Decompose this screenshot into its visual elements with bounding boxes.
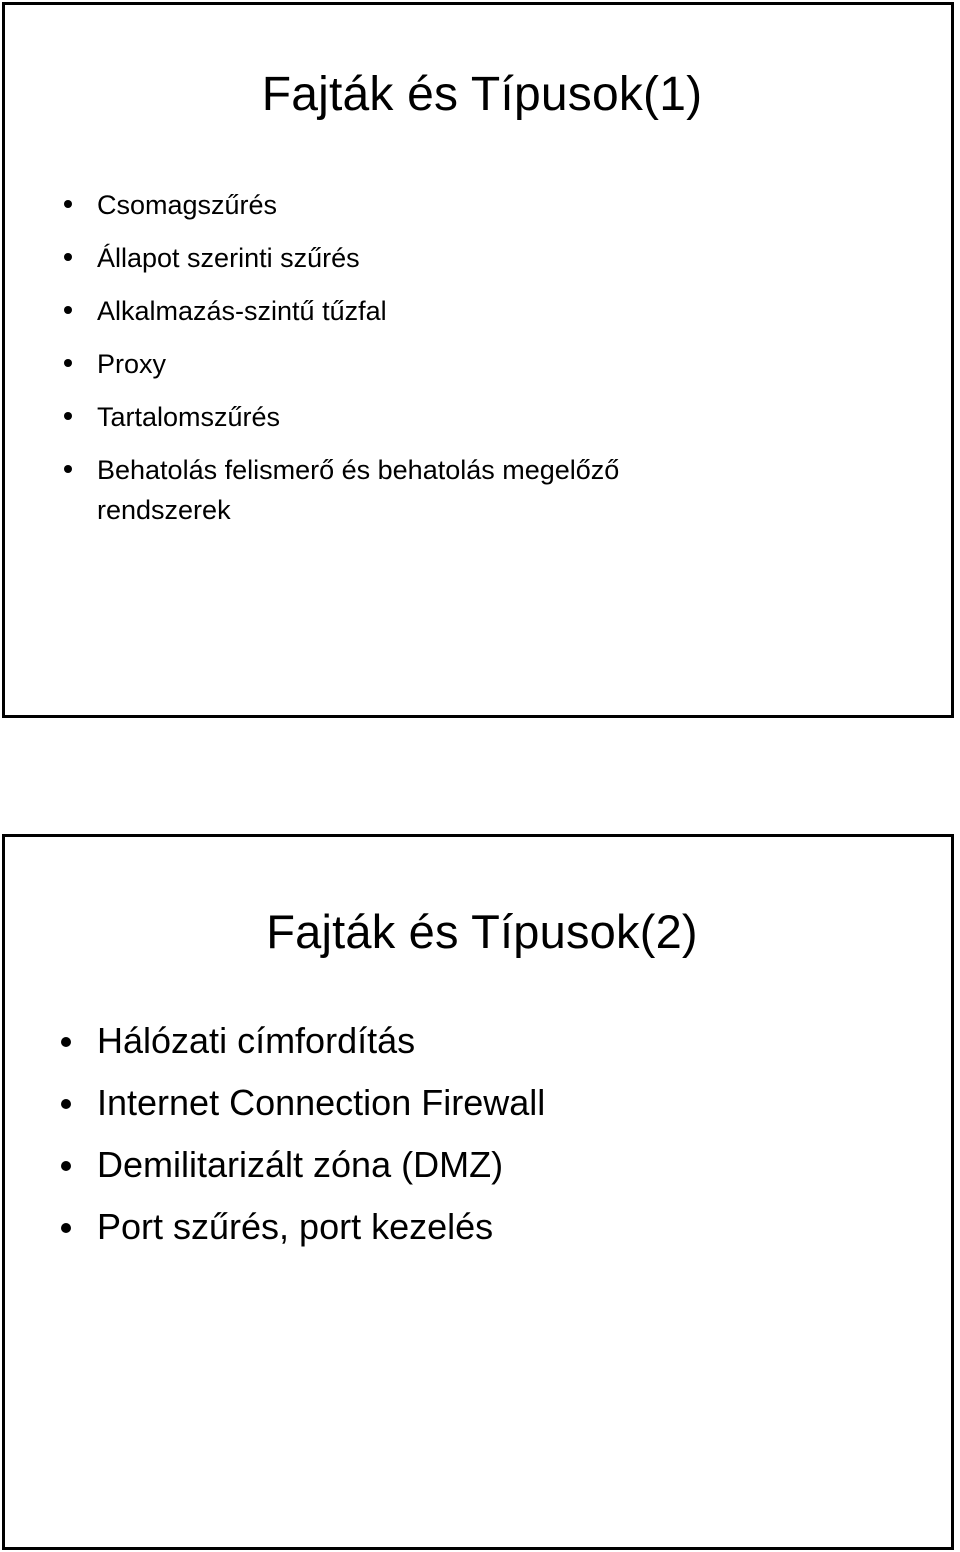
bullet-icon — [64, 253, 72, 261]
list-item — [97, 391, 911, 444]
list-item-text: Demilitarizált zóna (DMZ) — [97, 1144, 504, 1185]
list-item-text: Proxy — [97, 349, 167, 379]
bullet-icon — [61, 1037, 71, 1047]
list-item-text: Internet Connection Firewall — [97, 1082, 546, 1123]
list-item — [97, 1010, 911, 1072]
list-item-text: Alkalmazás-szintű tűzfal — [97, 296, 387, 326]
list-item — [97, 232, 911, 285]
slide-1-title: Fajták és Típusok(1) — [261, 68, 703, 121]
bullet-icon — [64, 306, 72, 314]
slide-2 — [2, 834, 954, 1550]
slide-2-bullet-list — [97, 1010, 911, 1258]
bullet-icon — [64, 465, 72, 473]
bullet-icon — [64, 412, 72, 420]
list-item — [97, 338, 911, 391]
list-item — [97, 1072, 911, 1134]
list-item-text-continuation: rendszerek — [97, 495, 231, 525]
list-item-text: Hálózati címfordítás — [97, 1020, 416, 1061]
list-item-text: Port szűrés, port kezelés — [97, 1206, 494, 1247]
list-item — [97, 1196, 911, 1258]
list-item — [97, 444, 911, 536]
slide-1 — [2, 2, 954, 718]
bullet-icon — [61, 1223, 71, 1233]
list-item-text: Csomagszűrés — [97, 190, 278, 220]
slide-1-bullet-list — [97, 179, 911, 536]
bullet-icon — [61, 1099, 71, 1109]
bullet-icon — [61, 1161, 71, 1171]
bullet-icon — [64, 359, 72, 367]
list-item — [97, 285, 911, 338]
list-item — [97, 1134, 911, 1196]
list-item-text: Behatolás felismerő és behatolás megelőző — [97, 455, 620, 485]
list-item — [97, 179, 911, 232]
list-item-text: Tartalomszűrés — [97, 402, 281, 432]
list-item-text: Állapot szerinti szűrés — [97, 243, 360, 273]
slide-2-title: Fajták és Típusok(2) — [266, 905, 698, 958]
bullet-icon — [64, 200, 72, 208]
